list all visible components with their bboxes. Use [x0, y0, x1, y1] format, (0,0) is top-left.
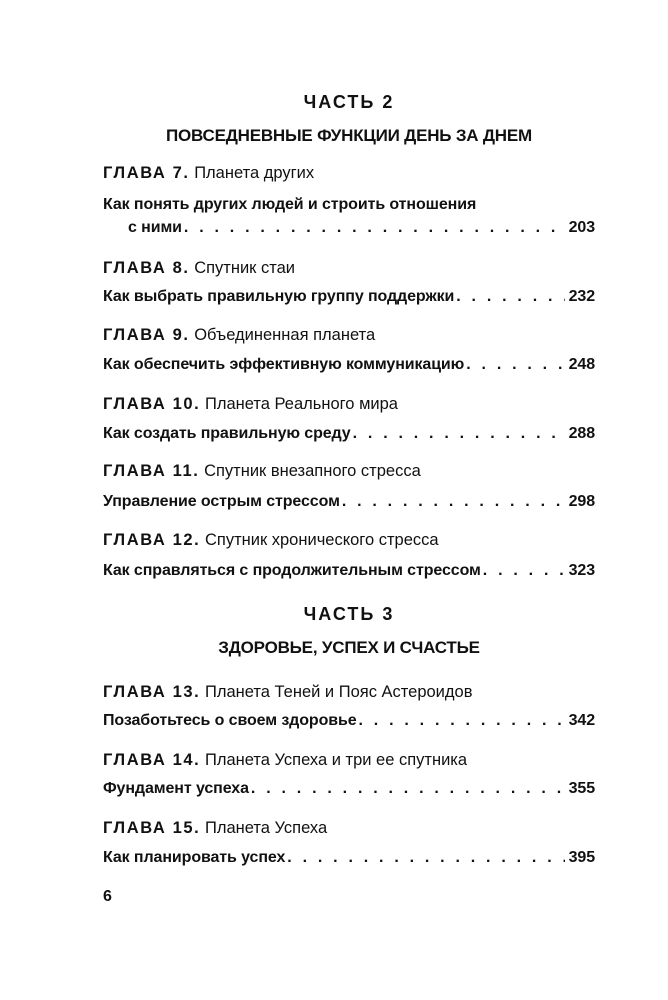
chapter-7-heading — [103, 164, 314, 183]
leader-dots — [184, 219, 565, 237]
page-number: 203 — [568, 219, 595, 236]
chapter-name: Планета других — [194, 164, 315, 182]
page-number: 342 — [568, 712, 595, 729]
chapter-name: Планета Реального мира — [204, 395, 398, 413]
entry-title: Фундамент успеха — [103, 780, 249, 797]
chapter-15-entry[interactable] — [103, 849, 595, 867]
chapter-label: ГЛАВА 7. — [103, 164, 190, 182]
chapter-7-entry[interactable] — [103, 219, 595, 237]
leader-dots — [466, 356, 564, 374]
page-number: 248 — [568, 356, 595, 373]
chapter-9-heading — [103, 326, 375, 345]
chapter-label: ГЛАВА 8. — [103, 259, 190, 277]
entry-title: Как справляться с продолжительным стрессом — [103, 562, 481, 579]
chapter-label: ГЛАВА 9. — [103, 326, 190, 344]
leader-dots — [359, 712, 565, 730]
part-3-title: ЧАСТЬ 3 — [303, 604, 395, 624]
leader-dots — [287, 849, 564, 867]
chapter-11-heading — [103, 462, 421, 481]
chapter-name: Планета Теней и Пояс Астероидов — [204, 683, 473, 701]
leader-dots — [353, 425, 565, 443]
chapter-label: ГЛАВА 13. — [103, 683, 201, 701]
entry-title: Позаботьтесь о своем здоровье — [103, 712, 357, 729]
toc-page — [103, 0, 595, 1000]
chapter-14-heading — [103, 751, 467, 770]
part-2-subtitle: ПОВСЕДНЕВНЫЕ ФУНКЦИИ ДЕНЬ ЗА ДНЕМ — [166, 126, 532, 145]
chapter-label: ГЛАВА 12. — [103, 531, 201, 549]
leader-dots — [456, 288, 564, 306]
page-number: 323 — [568, 562, 595, 579]
entry-title: с ними — [128, 219, 182, 236]
chapter-12-heading — [103, 531, 439, 550]
page-number: 395 — [568, 849, 595, 866]
chapter-11-entry[interactable] — [103, 493, 595, 511]
chapter-14-entry[interactable] — [103, 780, 595, 798]
chapter-name: Объединенная планета — [194, 326, 376, 344]
entry-title: Как выбрать правильную группу поддержки — [103, 288, 455, 305]
page-folio: 6 — [103, 888, 112, 905]
chapter-label: ГЛАВА 11. — [103, 462, 200, 480]
entry-title: Управление острым стрессом — [103, 493, 340, 510]
chapter-name: Спутник стаи — [194, 259, 295, 277]
chapter-7-entry-line1: Как понять других людей и строить отношения — [103, 196, 477, 213]
chapter-9-entry[interactable] — [103, 356, 595, 374]
chapter-label: ГЛАВА 14. — [103, 751, 201, 769]
chapter-10-entry[interactable] — [103, 425, 595, 443]
chapter-label: ГЛАВА 10. — [103, 395, 201, 413]
chapter-name: Планета Успеха и три ее спутника — [204, 751, 468, 769]
leader-dots — [483, 562, 565, 580]
chapter-name: Планета Успеха — [204, 819, 328, 837]
chapter-label: ГЛАВА 15. — [103, 819, 201, 837]
chapter-12-entry[interactable] — [103, 562, 595, 580]
entry-title: Как обеспечить эффективную коммуникацию — [103, 356, 465, 373]
chapter-name: Спутник хронического стресса — [204, 531, 439, 549]
entry-title: Как создать правильную среду — [103, 425, 351, 442]
chapter-13-heading — [103, 683, 472, 702]
page-number: 288 — [568, 425, 595, 442]
part-2-title: ЧАСТЬ 2 — [303, 92, 395, 112]
leader-dots — [342, 493, 565, 511]
entry-title: Как планировать успех — [103, 849, 286, 866]
chapter-8-entry[interactable] — [103, 288, 595, 306]
chapter-13-entry[interactable] — [103, 712, 595, 730]
chapter-10-heading — [103, 395, 398, 414]
page-number: 298 — [568, 493, 595, 510]
chapter-8-heading — [103, 259, 295, 278]
page-number: 355 — [568, 780, 595, 797]
page-number: 232 — [568, 288, 595, 305]
chapter-name: Спутник внезапного стресса — [204, 462, 421, 480]
chapter-15-heading — [103, 819, 327, 838]
part-3-subtitle: ЗДОРОВЬЕ, УСПЕХ И СЧАСТЬЕ — [218, 638, 480, 657]
leader-dots — [251, 780, 565, 798]
